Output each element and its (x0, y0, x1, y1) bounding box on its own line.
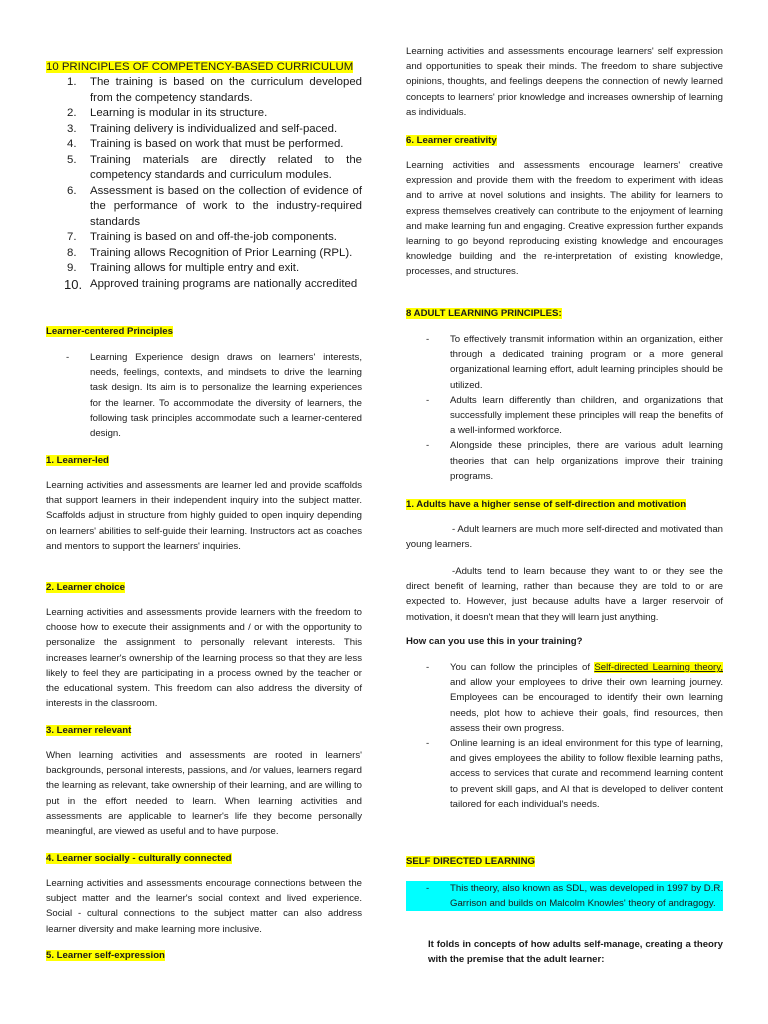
learner-relevant-heading: 3. Learner relevant (46, 725, 132, 736)
sdl-bullets (406, 881, 723, 911)
list-item: 2. Learning is modular in its structure. (67, 107, 268, 119)
learner-creativity-heading: 6. Learner creativity (406, 135, 497, 146)
principles-list (46, 75, 362, 292)
training-use-bullets (406, 660, 723, 812)
list-item: 5. Training materials are directly related to the competency standards and curriculum modules. (67, 153, 362, 181)
self-direction-text-1: - Adult learners are much more self-directed and motivated than young learners. (406, 524, 723, 551)
learner-led-heading: 1. Learner-led (46, 455, 109, 466)
learner-creativity-text: Learning activities and assessments encourage learners' creative expression and provide them with the freedom to experiment with ideas and to arrive at novel solutions and insights. The ability for learners to express themselves creatively can contribute to the enjoyment of learning and make learning fun and engaging. Creative expression further expands learning to go beyond reproducing existing knowledge and encourages knowledge building and the re-interpretation of existing knowledge, processes, and structures. (406, 160, 723, 278)
list-item: 8. Training allows Recognition of Prior Learning (RPL). (67, 246, 353, 259)
sdl-theory-link[interactable]: Self-directed Learning theory, (594, 662, 723, 673)
self-expression-text: Learning activities and assessments encourage learners' self expression and opportunities to speak their minds. The freedom to share subjective opinions, thoughts, and feelings deepens the connection of newly learned concepts to learners' prior knowledge and increases ownership of learning as individuals. (406, 46, 723, 118)
list-item: - Online learning is an ideal environment for this type of learning, and gives employees the ability to follow flexible learning paths, access to services that curate and recommend learning content to prevent skill gaps, and AI that is developed to deliver content tailored for each individual's needs. (426, 738, 723, 810)
learner-social-text: Learning activities and assessments encourage connections between the subject matter and the learner's social context and lived experience. Social - cultural connections to the subject matter can also address learner diversity and make learning more inclusive. (46, 878, 362, 935)
training-question: How can you use this in your training? (406, 636, 583, 647)
list-item: 1. The training is based on the curriculum developed from the competency standards. (67, 76, 362, 104)
adult-learning-bullets (406, 332, 723, 484)
list-item: 9. Training allows for multiple entry and exit. (67, 262, 300, 274)
list-item: - Adults learn differently than children, and organizations that successfully implement these principles will reap the benefits of a well-informed workforce. (426, 394, 723, 437)
self-direction-heading: 1. Adults have a higher sense of self-direction and motivation (406, 499, 687, 510)
learner-centered-bullets (46, 350, 362, 441)
sdl-premise-text: It folds in concepts of how adults self-manage, creating a theory with the premise that the adult learner: (428, 939, 723, 966)
list-item: 7. Training is based on and off-the-job components. (67, 231, 337, 243)
list-item: - Learning Experience design draws on learners' interests, needs, feelings, contexts, and mindsets to drive the learning task design. Its aim is to personalize the learning experiences for the learner. To accommodate the diversity of learners, the following task principles accommodate such a learner-centered design. (66, 352, 362, 440)
list-item: 10. Approved training programs are nationally accredited (64, 276, 358, 292)
learner-led-text: Learning activities and assessments are learner led and provide scaffolds that support learners in their independent inquiry into the subject matter. Scaffolds adjust in structure from highly guided to open inquiry depending on learners' abilities to self-guide their learning. Instructors act as coaches and mentors to support the learners' inquiries. (46, 480, 362, 552)
learner-relevant-text: When learning activities and assessments are rooted in learners' backgrounds, personal interests, passions, and /or values, learners regard the learning as relevant, take ownership of their learning, and are willing to put in the effort needed to learn. When learning activities and assessments are applicable to learner's life they become personally meaningful, are viewed as useful and to have purpose. (46, 750, 362, 838)
list-item: 4. Training is based on work that must be performed. (67, 138, 344, 150)
adult-learning-heading: 8 ADULT LEARNING PRINCIPLES: (406, 308, 562, 319)
list-item: 6. Assessment is based on the collection of evidence of the performance of work to the industry-required standards (67, 184, 362, 228)
list-item: - To effectively transmit information within an organization, either through a dedicated training program or a more general organizational learning effort, adult learning principles should be utilized. (426, 334, 723, 391)
learner-social-heading: 4. Learner socially - culturally connected (46, 853, 232, 864)
cbc-title: 10 PRINCIPLES OF COMPETENCY-BASED CURRICULUM (46, 61, 354, 73)
list-item: - You can follow the principles of Self-directed Learning theory, and allow your employees to drive their own learning journey. Employees can be encouraged to identify their own learning needs, plot how to achieve their goals, find resources, then assess their own progress. (426, 662, 723, 734)
learner-self-expression-heading: 5. Learner self-expression (46, 950, 165, 961)
learner-choice-text: Learning activities and assessments provide learners with the freedom to choose how to execute their assignments and / or with the opportunity to personalize the assignment to personally relevant interests. This increases learner's ownership of the learning process so that they are less likely to feel they are participating in a process owned by the teacher or the educational system. This freedom can also address the diversity of interests in the classroom. (46, 607, 362, 710)
sdl-heading: SELF DIRECTED LEARNING (406, 856, 535, 867)
list-item: 3. Training delivery is individualized and self-paced. (67, 122, 338, 135)
learner-choice-heading: 2. Learner choice (46, 582, 125, 593)
list-item: - This theory, also known as SDL, was developed in 1997 by D.R. Garrison and builds on Malcolm Knowles' theory of andragogy. (406, 881, 723, 911)
list-item: - Alongside these principles, there are various adult learning theories that can help organizations improve their training programs. (426, 440, 723, 482)
learner-centered-heading: Learner-centered Principles (46, 326, 173, 337)
self-direction-text-2: -Adults tend to learn because they want to or they see the direct benefit of learning, rather than because they are told to or are expected to. However, just because adults have a larger reservoir of motivation, it doesn't mean that they will learn just anything. (406, 566, 723, 623)
